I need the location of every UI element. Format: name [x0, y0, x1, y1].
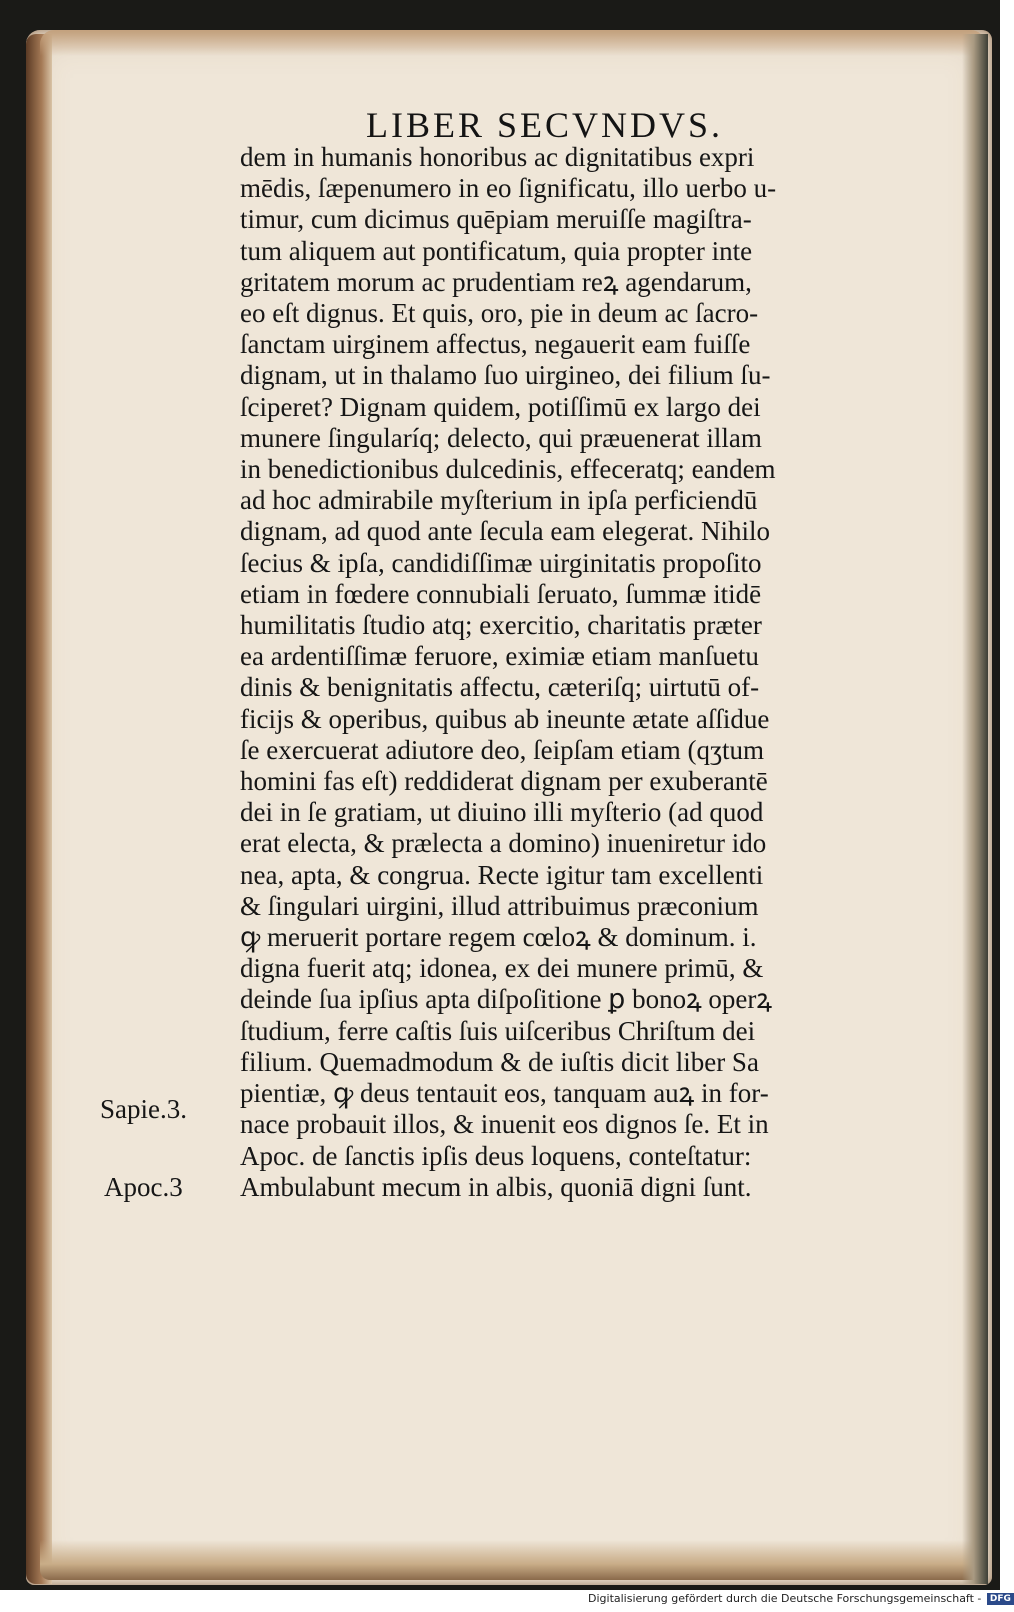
text-line: ad hoc admirabile myſterium in ipſa perficiendū: [240, 485, 758, 516]
page-edge-top: [40, 30, 985, 56]
text-line: timur, cum dicimus quēpiam meruiſſe magiſtra-: [240, 204, 752, 235]
digitization-credit: [588, 1592, 1014, 1610]
text-line: & ſingulari uirgini, illud attribuimus præconium: [240, 890, 759, 921]
text-line: dem in humanis honoribus ac dignitatibus expri: [240, 142, 755, 172]
text-line: mēdis, ſæpenumero in eo ſignificatu, illo uerbo u-: [240, 173, 777, 204]
text-line: dignam, ad quod ante ſecula eam elegerat. Nihilo: [240, 516, 771, 547]
text-line: ſanctam uirginem affectus, negauerit eam fuiſſe: [240, 329, 751, 360]
text-line: dinis & benignitatis affectu, cæteriſq; uirtutū of-: [240, 672, 760, 703]
text-line: ea ardentiſſimæ feruore, eximiæ etiam manſuetu: [240, 641, 759, 672]
page-edge-left: [26, 34, 52, 1584]
text-line: nea, apta, & congrua. Recte igitur tam excellenti: [240, 859, 764, 890]
text-line: dignam, ut in thalamo ſuo uirgineo, dei filium ſu-: [240, 360, 771, 391]
text-line: ſciperet? Dignam quidem, potiſſimū ex largo dei: [240, 391, 761, 422]
text-line: eo eſt dignus. Et quis, oro, pie in deum ac ſacro-: [240, 298, 759, 329]
text-line: ſe exercuerat adiutore deo, ſeipſam etiam (qʒtum: [240, 734, 765, 765]
text-line: in benedictionibus dulcedinis, effeceratq; eandem: [240, 454, 776, 485]
text-line: pientiæ, ꝙ deus tentauit eos, tanquam auꝝ in for-: [240, 1078, 769, 1109]
text-line: Ambulabunt mecum in albis, quoniā digni ſunt.: [240, 1171, 752, 1202]
credit-text: Digitalisierung gefördert durch die Deutsche Forschungsgemeinschaft -: [588, 1592, 982, 1605]
text-line: nace probauit illos, & inuenit eos dignos ſe. Et in: [240, 1109, 769, 1140]
text-line: ſecius & ipſa, candidiſſimæ uirginitatis propoſito: [240, 547, 762, 578]
margin-note-apocalypse: Apoc.3: [104, 1172, 183, 1202]
text-line: humilitatis ſtudio atq; exercitio, charitatis præter: [240, 610, 762, 641]
body-text: [240, 142, 920, 1203]
text-line: Apoc. de ſanctis ipſis deus loquens, conteſtatur:: [240, 1140, 752, 1171]
page-edge-right: [962, 34, 988, 1584]
margin-note-sapientia: Sapie.3.: [100, 1094, 187, 1124]
text-line: gritatem morum ac prudentiam reꝝ agendarum,: [240, 266, 752, 297]
text-line: digna fuerit atq; idonea, ex dei munere primū, &: [240, 953, 764, 984]
text-line: etiam in fœdere connubiali ſeruato, ſummæ itidē: [240, 578, 762, 609]
text-line: munere ſingularíq; delecto, qui præuenerat illam: [240, 422, 762, 453]
running-head: LIBER SECVNDVS.: [366, 105, 724, 145]
text-line: deinde ſua ipſius apta diſpoſitione ꝑ bonoꝝ operꝝ: [240, 984, 773, 1015]
text-line: ꝙ meruerit portare regem cœloꝝ & dominum. i.: [240, 922, 757, 953]
text-line: ficijs & operibus, quibus ab ineunte ætate aſſidue: [240, 703, 770, 734]
dfg-logo: DFG: [987, 1593, 1014, 1605]
text-line: dei in ſe gratiam, ut diuino illi myſterio (ad quod: [240, 797, 764, 828]
text-line: erat electa, & prælecta a domino) inueniretur ido: [240, 828, 767, 859]
text-line: filium. Quemadmodum & de iuſtis dicit liber Sa: [240, 1046, 759, 1077]
text-line: homini fas eſt) reddiderat dignam per exuberantē: [240, 766, 768, 797]
page-edge-bottom: [40, 1540, 985, 1580]
text-line: ſtudium, ferre caſtis ſuis uiſceribus Chriſtum dei: [240, 1015, 756, 1046]
text-line: tum aliquem aut pontificatum, quia propter inte: [240, 235, 753, 266]
